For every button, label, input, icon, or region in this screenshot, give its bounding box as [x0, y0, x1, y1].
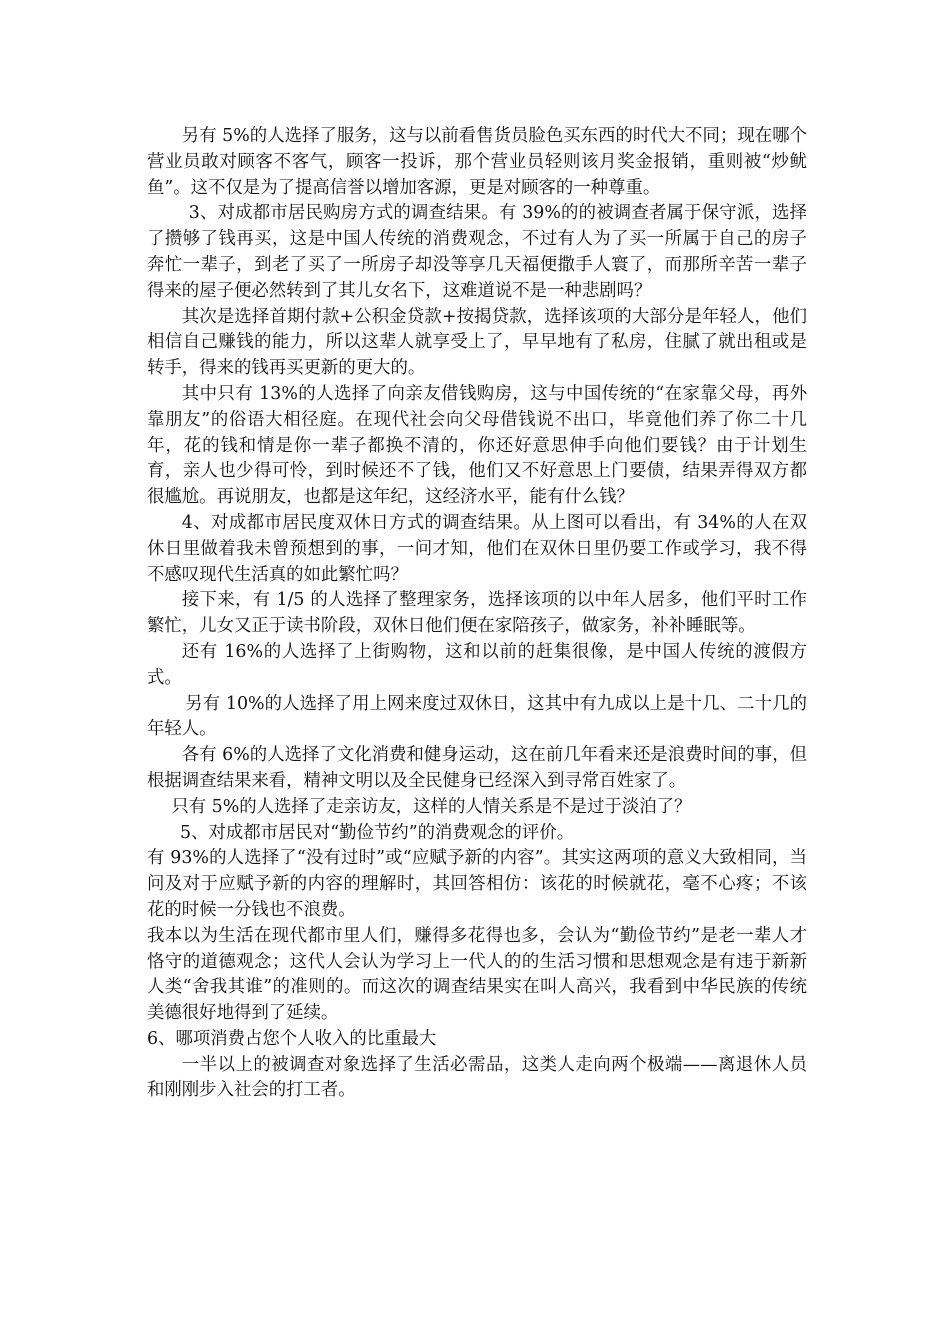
paragraph-visiting: 只有 5%的人选择了走亲访友，这样的人情关系是不是过于淡泊了？ — [171, 796, 692, 817]
paragraph-necessities: 一半以上的被调查对象选择了生活必需品，这类人走向两个极端——离退休人员和刚刚步入社会的打工者。 — [147, 1054, 807, 1101]
paragraph-borrowing: 其中只有 13%的人选择了向亲友借钱购房，这与中国传统的“在家靠父母，再外靠朋友”的俗语大相径庭。在现代社会向父母借钱说不出口，毕竟他们养了你二十几年，花的钱和情是你一辈子都换不清的，你还好意思伸手向他们要钱？由于计划生育，亲人也少得可怜，到时候还不了钱，他们又不好意思上门要债，结果弄得双方都很尴尬。再说朋友，也都是这年纪，这经济水平，能有什么钱？ — [147, 383, 807, 508]
document-page — [147, 124, 807, 1104]
paragraph-housing-survey: 3、对成都市居民购房方式的调查结果。有 39%的的被调查者属于保守派，选择了攒够了钱再买，这是中国人传统的消费观念，不过有人为了买一所属于自己的房子奔忙一辈子，到老了买了一所房子却没等享几天福便撒手人寰了，而那所辛苦一辈子得来的屋子便必然转到了其儿女名下，这难道说不是一种悲剧吗？ — [147, 203, 807, 301]
paragraph-shopping: 还有 16%的人选择了上街购物，这和以前的赶集很像，是中国人传统的渡假方式。 — [147, 641, 807, 688]
paragraph-thrift-heading: 5、对成都市居民对“勤俭节约”的消费观念的评价。 — [180, 822, 575, 843]
paragraph-culture-sport: 各有 6%的人选择了文化消费和健身运动，这在前几年看来还是浪费时间的事，但根据调查结果来看，精神文明以及全民健身已经深入到寻常百姓家了。 — [147, 745, 807, 791]
paragraph-thrift-result: 有 93%的人选择了“没有过时”或“应赋予新的内容”。其实这两项的意义大致相同，当问及对于应赋予新的内容的理解时，其回答相仿：该花的时候就花，毫不心疼；不该花的时候一分钱也不浪费。 — [147, 848, 807, 920]
paragraph-service: 另有 5%的人选择了服务，这与以前看售货员脸色买东西的时代大不同；现在哪个营业员敢对顾客不客气，顾客一投诉，那个营业员轻则该月奖金报销，重则被“炒鱿鱼”。这不仅是为了提高信誉以增加客源，更是对顾客的一种尊重。 — [147, 126, 807, 198]
paragraph-housework: 接下来，有 1/5 的人选择了整理家务，选择该项的以中年人居多，他们平时工作繁忙，儿女又正于读书阶段，双休日他们便在家陪孩子，做家务，补补睡眠等。 — [147, 590, 807, 637]
paragraph-mortgage: 其次是选择首期付款+公积金贷款+按揭贷款，选择该项的大部分是年轻人，他们相信自己赚钱的能力，所以这辈人就享受上了，早早地有了私房，住腻了就出租或是转手，得来的钱再买更新的更大的。 — [147, 306, 807, 379]
section-heading-6: 6、哪项消费占您个人收入的比重最大 — [147, 1028, 437, 1049]
paragraph-weekend-survey: 4、对成都市居民度双休日方式的调查结果。从上图可以看出，有 34%的人在双休日里做着我未曾预想到的事，一问才知，他们在双休日里仍要工作或学习，我不得不感叹现代生活真的如此繁忙吗？ — [147, 512, 807, 585]
paragraph-thrift-reflection: 我本以为生活在现代都市里人们，赚得多花得也多，会认为“勤俭节约”是老一辈人才恪守的道德观念；这代人会认为学习上一代人的的生活习惯和思想观念是有违于新新人类“舍我其谁”的准则的。而这次的调查结果实在叫人高兴，我看到中华民族的传统美德很好地得到了延续。 — [147, 925, 807, 1024]
paragraph-internet: 另有 10%的人选择了用上网来度过双休日，这其中有九成以上是十几、二十几的年轻人。 — [147, 693, 807, 740]
